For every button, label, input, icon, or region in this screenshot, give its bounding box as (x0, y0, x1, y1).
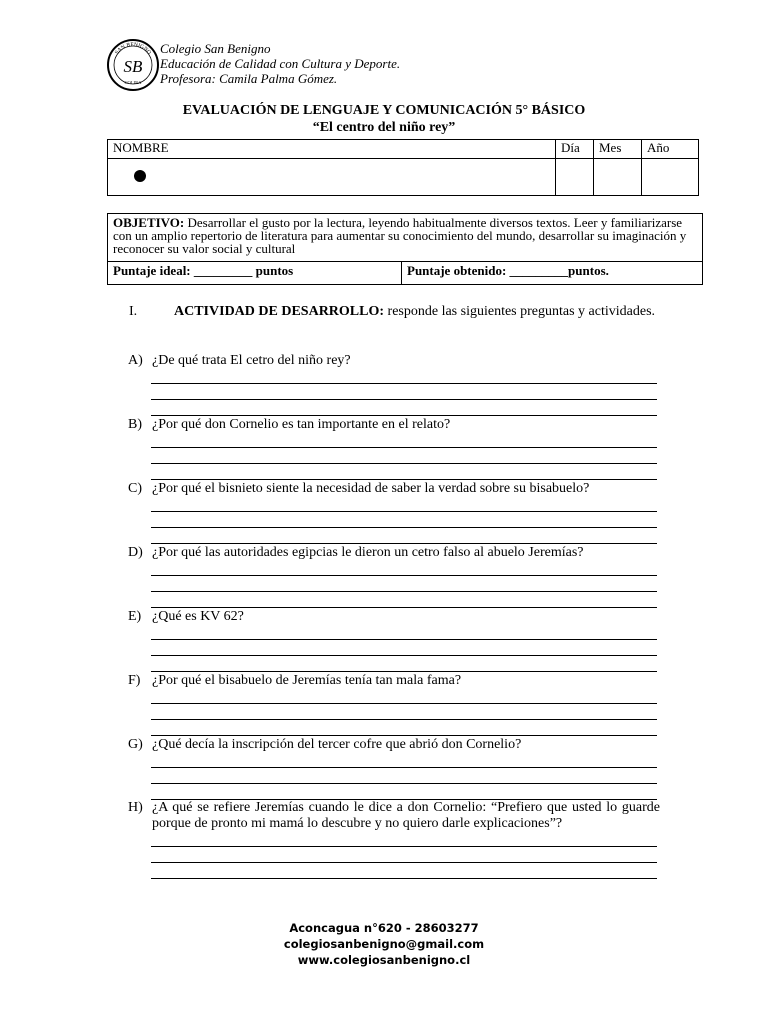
school-name: Colegio San Benigno (160, 41, 271, 56)
question-h (128, 800, 660, 832)
answer-line[interactable] (151, 479, 657, 480)
bullet-dot (134, 170, 146, 182)
section-number: I. (129, 304, 138, 319)
question-text: ¿Por qué las autoridades egipcias le dieron un cetro falso al abuelo Jeremías? (152, 545, 584, 560)
question-a (128, 353, 660, 369)
question-e (128, 609, 660, 625)
school-logo (106, 38, 160, 92)
month-field[interactable] (594, 159, 642, 196)
ideal-score: Puntaje ideal: _________ puntos (108, 262, 402, 285)
question-text: ¿Por qué el bisnieto siente la necesidad de saber la verdad sobre su bisabuelo? (152, 481, 590, 496)
name-label: NOMBRE (108, 140, 556, 159)
question-text: ¿Por qué don Cornelio es tan importante en el relato? (152, 417, 451, 432)
answer-line[interactable] (151, 671, 657, 672)
objective-label: OBJETIVO: (113, 215, 185, 230)
student-info-table (107, 139, 699, 196)
answer-line[interactable] (151, 735, 657, 736)
question-text: ¿Qué es KV 62? (152, 609, 244, 624)
svg-text:SAN BENIGNO: SAN BENIGNO (113, 41, 153, 56)
obtained-score: Puntaje obtenido: _________puntos. (402, 262, 703, 285)
answer-line[interactable] (151, 878, 657, 879)
answer-line[interactable] (151, 607, 657, 608)
answer-line[interactable] (151, 415, 657, 416)
answer-line[interactable] (151, 846, 657, 847)
question-c (128, 481, 660, 497)
answer-line[interactable] (151, 575, 657, 576)
answer-line[interactable] (151, 655, 657, 656)
answer-line[interactable] (151, 543, 657, 544)
answer-line[interactable] (151, 463, 657, 464)
footer-address: Aconcagua n°620 - 28603277 (289, 921, 479, 935)
activity-section (129, 304, 661, 320)
objective-table (107, 213, 703, 285)
question-letter: H) (128, 800, 143, 815)
name-field[interactable] (108, 159, 556, 196)
question-letter: E) (128, 609, 142, 624)
question-d (128, 545, 660, 561)
footer-website[interactable]: www.colegiosanbenigno.cl (297, 953, 471, 967)
footer-email[interactable]: colegiosanbenigno@gmail.com (283, 937, 485, 951)
day-field[interactable] (556, 159, 594, 196)
answer-line[interactable] (151, 703, 657, 704)
section-instruction: responde las siguientes preguntas y actividades. (384, 304, 656, 319)
answer-line[interactable] (151, 783, 657, 784)
school-motto: Educación de Calidad con Cultura y Deporte. (160, 56, 401, 71)
answer-line[interactable] (151, 719, 657, 720)
question-letter: B) (128, 417, 142, 432)
answer-line[interactable] (151, 511, 657, 512)
question-letter: A) (128, 353, 143, 368)
answer-line[interactable] (151, 862, 657, 863)
logo-bottom-text: COLINA (124, 80, 142, 85)
answer-line[interactable] (151, 591, 657, 592)
story-title: “El centro del niño rey” (312, 120, 456, 135)
question-f (128, 673, 660, 689)
question-text: ¿Qué decía la inscripción del tercer cofre que abrió don Cornelio? (152, 737, 522, 752)
teacher-name: Profesora: Camila Palma Gómez. (160, 71, 338, 86)
answer-line[interactable] (151, 447, 657, 448)
answer-line[interactable] (151, 767, 657, 768)
question-letter: F) (128, 673, 141, 688)
day-label: Día (556, 140, 594, 159)
question-letter: G) (128, 737, 143, 752)
objective-cell (108, 214, 703, 262)
question-letter: D) (128, 545, 143, 560)
answer-line[interactable] (151, 399, 657, 400)
question-text: ¿Por qué el bisabuelo de Jeremías tenía tan mala fama? (152, 673, 462, 688)
answer-line[interactable] (151, 639, 657, 640)
answer-line[interactable] (151, 527, 657, 528)
evaluation-title: EVALUACIÓN DE LENGUAJE Y COMUNICACIÓN 5° BÁSICO (182, 103, 586, 118)
question-text: ¿A qué se refiere Jeremías cuando le dice a don Cornelio: “Prefiero que usted lo guarde porque de pronto mi mamá lo descubre y no quiero darle explicaciones”? (152, 800, 660, 831)
question-text: ¿De qué trata El cetro del niño rey? (152, 353, 351, 368)
question-letter: C) (128, 481, 142, 496)
question-b (128, 417, 660, 433)
month-label: Mes (594, 140, 642, 159)
school-header (160, 41, 400, 86)
year-label: Año (642, 140, 699, 159)
year-field[interactable] (642, 159, 699, 196)
objective-text: Desarrollar el gusto por la lectura, leyendo habitualmente diversos textos. Leer y familiarizarse con un amplio repertorio de literatura para aumentar su conocimiento del mundo, desarrollar su imaginación y reconocer su valor social y cultural (113, 215, 687, 256)
section-heading: ACTIVIDAD DE DESARROLLO: (174, 304, 385, 319)
answer-line[interactable] (151, 383, 657, 384)
logo-initials: SB (123, 57, 143, 76)
question-g (128, 737, 660, 753)
footer (0, 920, 768, 968)
